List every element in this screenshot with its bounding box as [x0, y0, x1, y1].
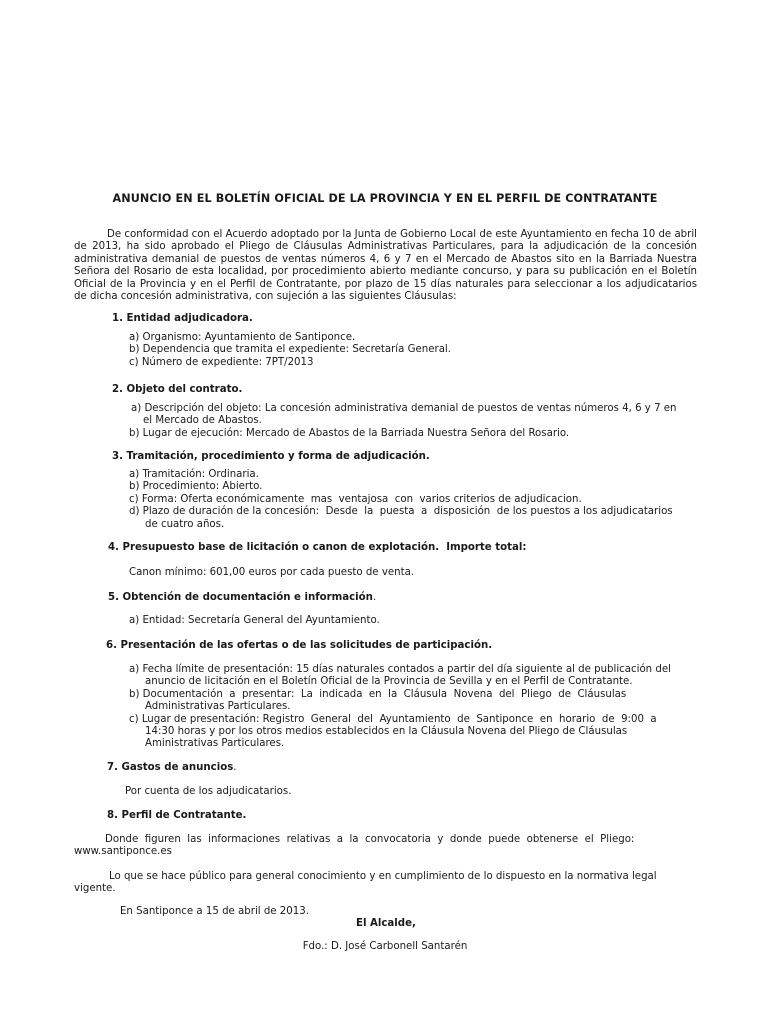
section-3-item-a: a) Tramitación: Ordinaria.: [129, 469, 259, 480]
section-4-text: Canon mínimo: 601,00 euros por cada puesto de venta.: [129, 567, 415, 578]
section-3-heading: 3. Tramitación, procedimiento y forma de adjudicación.: [112, 451, 430, 462]
website-link: www.santiponce.es: [74, 846, 172, 858]
section-3-items: [129, 469, 697, 531]
section-1-item-b: b) Dependencia que tramita el expediente: Secretaría General.: [129, 344, 452, 356]
section-2-heading: 2. Objeto del contrato.: [112, 384, 243, 395]
closing-text-line2: vigente.: [74, 883, 116, 895]
section-8-text: [74, 834, 697, 859]
section-3-item-b: b) Procedimiento: Abierto.: [129, 481, 263, 493]
section-7-heading: [107, 762, 237, 774]
section-2-items: [131, 403, 697, 440]
signature-line: Fdo.: D. José Carbonell Santarén: [302, 941, 468, 952]
section-5-heading-text: 5. Obtención de documentación e información: [108, 592, 373, 603]
section-6-item-c: c) Lugar de presentación: Registro General del Ayuntamiento de Santiponce en horario de 9:00 a: [129, 713, 657, 725]
section-7-heading-text: 7. Gastos de anuncios: [107, 762, 234, 773]
section-1-items: [129, 332, 451, 369]
section-3-item-d-cont: de cuatro años.: [145, 518, 225, 530]
section-6-item-c-cont2: Aministrativas Particulares.: [145, 738, 285, 750]
section-2-item-a: a) Descripción del objeto: La concesión administrativa demanial de puestos de ventas números 4, 6 y 7 en: [131, 403, 677, 414]
intro-text: De conformidad con el Acuerdo adoptado por la Junta de Gobierno Local de este Ayuntamiento en fecha 10 de abril de 2013, ha sido aprobado el Pliego de Cláusulas Administrativas Particulares, para la adjudicación de la concesión administrativa demanial de puestos de ventas números 4, 6 y 7 en el Mercado de Abastos sito en la Barriada Nuestra Señora del Rosario de esta localidad, por procedimiento abierto mediante concurso, y para su publicación en el Boletín Oficial de la Provincia y en el Perfil de Contratante, por plazo de 15 días naturales para seleccionar a los adjudicatarios de dicha concesión administrativa, con sujeción a las siguientes Cláusulas:: [74, 229, 697, 303]
section-6-item-b-cont: Administrativas Particulares.: [145, 701, 291, 713]
place-and-date: En Santiponce a 15 de abril de 2013.: [120, 906, 309, 917]
section-7-heading-dot: .: [233, 762, 237, 773]
section-2-item-a-cont: el Mercado de Abastos.: [143, 415, 262, 427]
section-6-items: [129, 664, 697, 751]
section-6-item-c-cont: 14:30 horas y por los otros medios establecidos en la Cláusula Novena del Pliego de Cláusulas: [145, 726, 628, 738]
section-5-heading-dot: .: [372, 592, 377, 603]
section-7-text: Por cuenta de los adjudicatarios.: [125, 786, 292, 797]
section-8-text-line1: Donde figuren las informaciones relativas a la convocatoria y donde puede obtenerse el Pliego:: [105, 834, 635, 845]
section-5-item-a: a) Entidad: Secretaría General del Ayuntamiento.: [129, 615, 380, 626]
section-8-heading: 8. Perfil de Contratante.: [107, 810, 247, 821]
closing-text-line1: Lo que se hace público para general conocimiento y en cumplimiento de lo dispuesto en la normativa legal: [109, 871, 657, 882]
section-5-heading: [108, 592, 376, 604]
section-1-heading: 1. Entidad adjudicadora.: [112, 313, 253, 324]
closing-paragraph: [74, 871, 697, 896]
section-4-heading: 4. Presupuesto base de licitación o canon de explotación. Importe total:: [108, 542, 527, 553]
section-6-item-a: a) Fecha límite de presentación: 15 días naturales contados a partir del día siguiente al de publicación del: [129, 664, 671, 675]
section-6-item-a-cont: anuncio de licitación en el Boletín Oficial de la Provincia de Sevilla y en el Perfil de Contratante.: [145, 676, 633, 688]
section-3-item-d: d) Plazo de duración de la concesión: Desde la puesta a disposición de los puestos a los adjudicatarios: [129, 506, 673, 518]
section-6-item-b: b) Documentación a presentar: La indicada en la Cláusula Novena del Pliego de Cláusulas: [129, 688, 627, 700]
intro-paragraph: [74, 229, 697, 303]
section-6-heading: 6. Presentación de las ofertas o de las solicitudes de participación.: [106, 640, 493, 651]
document-title: ANUNCIO EN EL BOLETÍN OFICIAL DE LA PROVINCIA Y EN EL PERFIL DE CONTRATANTE: [112, 192, 658, 205]
signer-role: El Alcalde,: [356, 918, 416, 929]
section-1-item-c: c) Número de expediente: 7PT/2013: [129, 356, 314, 368]
section-1-item-a: a) Organismo: Ayuntamiento de Santiponce.: [129, 332, 356, 343]
section-2-item-b: b) Lugar de ejecución: Mercado de Abastos de la Barriada Nuestra Señora del Rosario.: [129, 427, 570, 439]
section-3-item-c: c) Forma: Oferta económicamente mas ventajosa con varios criterios de adjudicacion.: [129, 493, 582, 505]
